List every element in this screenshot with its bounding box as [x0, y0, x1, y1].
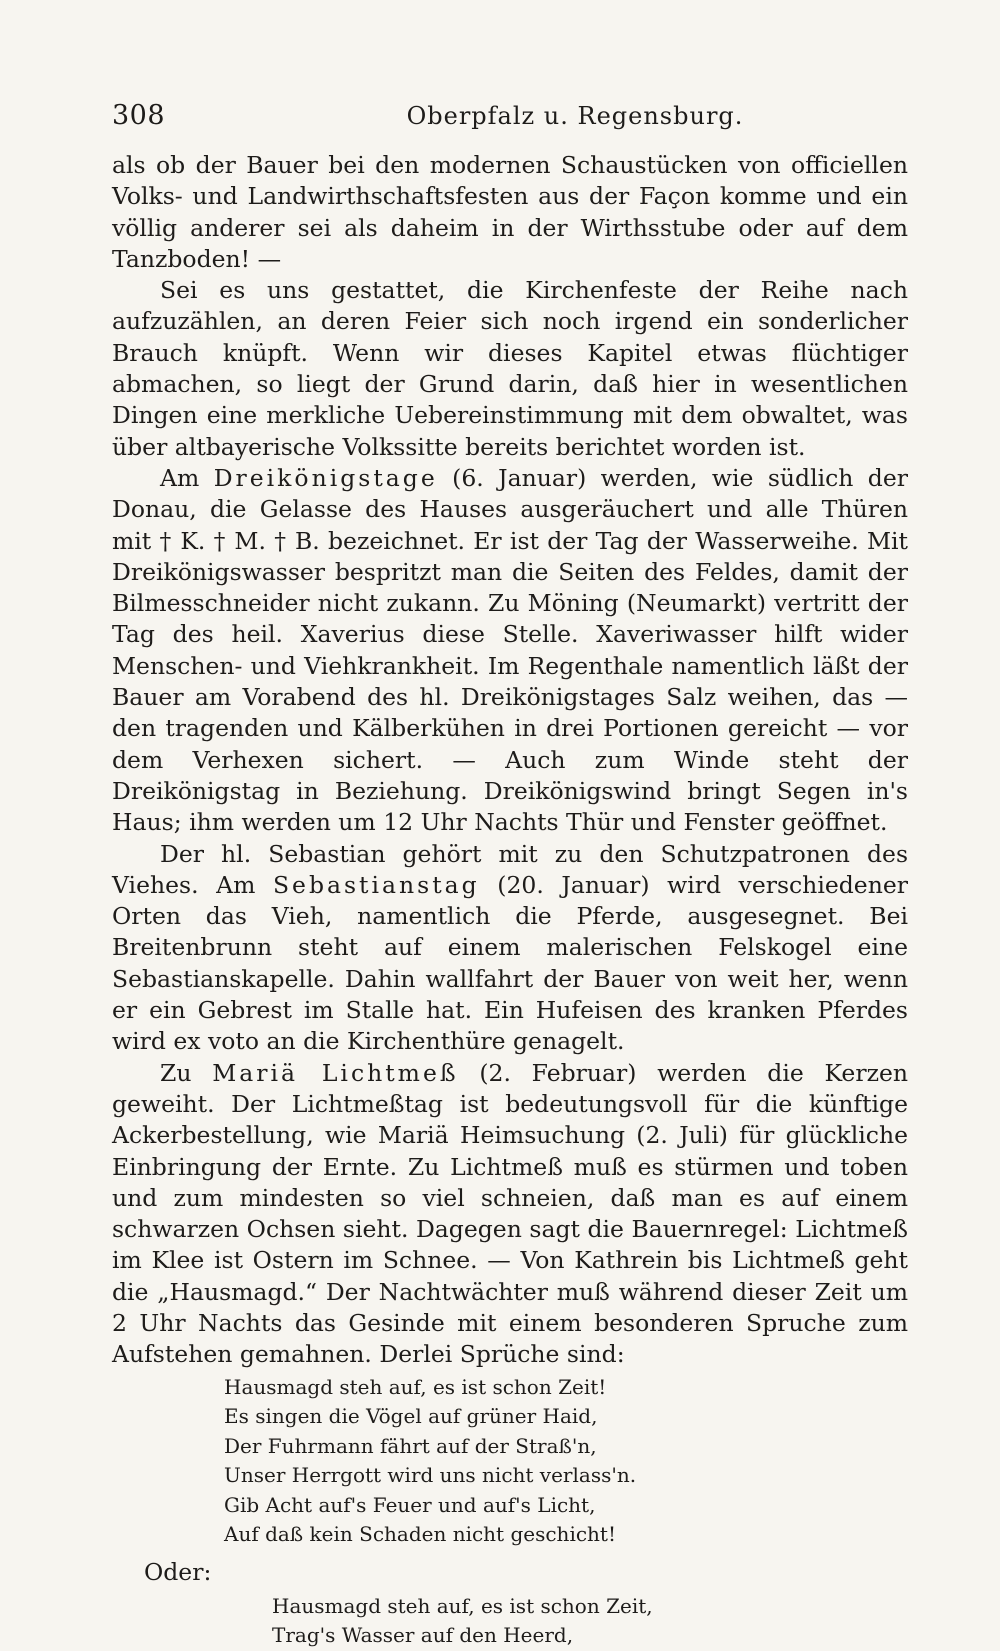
feast-name: Sebastianstag: [272, 870, 480, 899]
verse-line: Gib Acht auf's Feuer und auf's Licht,: [224, 1492, 596, 1517]
verse-line: Hausmagd steh auf, es ist schon Zeit!: [224, 1374, 607, 1399]
verse-block: [224, 1373, 908, 1550]
paragraph-text: (6. Januar) werden, wie südlich der Donau, die Gelasse des Hauses ausgeräuchert und alle Thüren mit † K. † M. † B. bezeichnet. Er ist der Tag der Wasserweihe. Mit Dreikönigswasser bespritzt man die Seiten des Feldes, damit der Bilmesschneider nicht zukann. Zu Möning (Neumarkt) vertritt der Tag des heil. Xaverius diese Stelle. Xaveriwasser hilft wider Menschen- und Viehkrankheit. Im Regenthale namentlich läßt der Bauer am Vorabend des hl. Dreikönigstages Salz weihen, das — den tragenden und Kälberkühen in drei Portionen gereicht — vor dem Verhexen sichert. — Auch zum Winde steht der Dreikönigstag in Beziehung. Dreikönigswind bringt Segen in's Haus; ihm werden um 12 Uhr Nachts Thür und Fenster geöffnet.: [112, 463, 908, 837]
page-number: 308: [112, 100, 166, 131]
paragraph-lead: Der hl. Sebastian gehört mit zu den Schutzpatronen des Viehes. Am: [112, 839, 908, 899]
verse-line: Hausmagd steh auf, es ist schon Zeit,: [272, 1593, 653, 1618]
paragraph: als ob der Bauer bei den modernen Schaustücken von officiellen Volks- und Landwirthschaftsfesten aus der Façon komme und ein völlig anderer sei als daheim in der Wirthsstube oder auf dem Tanzboden! —: [112, 151, 908, 273]
paragraph: Sei es uns gestattet, die Kirchenfeste der Reihe nach aufzuzählen, an deren Feier sich noch irgend ein sonderlicher Brauch knüpft. Wenn wir dieses Kapitel etwas flüchtiger abmachen, so liegt der Grund darin, daß hier in wesentlichen Dingen eine merkliche Uebereinstimmung mit dem obwaltet, was über altbayerische Volkssitte bereits berichtet worden ist.: [112, 276, 908, 461]
verse-line: Unser Herrgott wird uns nicht verlass'n.: [224, 1463, 637, 1488]
verse-block: [272, 1592, 908, 1651]
verse-line: Trag's Wasser auf den Heerd,: [272, 1623, 574, 1648]
page-body: [112, 150, 908, 1651]
paragraph: [112, 463, 908, 839]
verse-line: Es singen die Vögel auf grüner Haid,: [224, 1404, 598, 1429]
paragraph: [112, 1058, 908, 1371]
paragraph-text: (2. Februar) werden die Kerzen geweiht. Der Lichtmeßtag ist bedeutungsvoll für die künftige Ackerbestellung, wie Mariä Heimsuchung (2. Juli) für glückliche Einbringung der Ernte. Zu Lichtmeß muß es stürmen und toben und zum mindesten so viel schneien, daß man es auf einem schwarzen Ochsen sieht. Dagegen sagt die Bauernregel: Lichtmeß im Klee ist Ostern im Schnee. — Von Kathrein bis Lichtmeß geht die „Hausmagd.“ Der Nachtwächter muß während dieser Zeit um 2 Uhr Nachts das Gesinde mit einem besonderen Spruche zum Aufstehen gemahnen. Derlei Sprüche sind:: [112, 1058, 908, 1369]
paragraph-lead: Zu: [160, 1058, 192, 1087]
oder-label: Oder:: [144, 1557, 212, 1586]
verse-line: Auf daß kein Schaden nicht geschicht!: [224, 1522, 616, 1547]
paragraph-text: (20. Januar) wird verschiedener Orten das Vieh, namentlich die Pferde, ausgesegnet. Bei Breitenbrunn steht auf einem malerischen Felskogel eine Sebastianskapelle. Dahin wallfahrt der Bauer von weit her, wenn er ein Gebrest im Stalle hat. Ein Hufeisen des kranken Pferdes wird ex voto an die Kirchenthüre genagelt.: [112, 870, 908, 1056]
paragraph: [112, 839, 908, 1058]
running-head: Oberpfalz u. Regensburg.: [406, 102, 744, 130]
feast-name: Mariä Lichtmeß: [212, 1058, 459, 1087]
verse-line: Der Fuhrmann fährt auf der Straß'n,: [224, 1433, 597, 1458]
paragraph-lead: Am: [160, 463, 200, 492]
page-header: [112, 100, 908, 140]
feast-name: Dreikönigstage: [213, 463, 438, 492]
